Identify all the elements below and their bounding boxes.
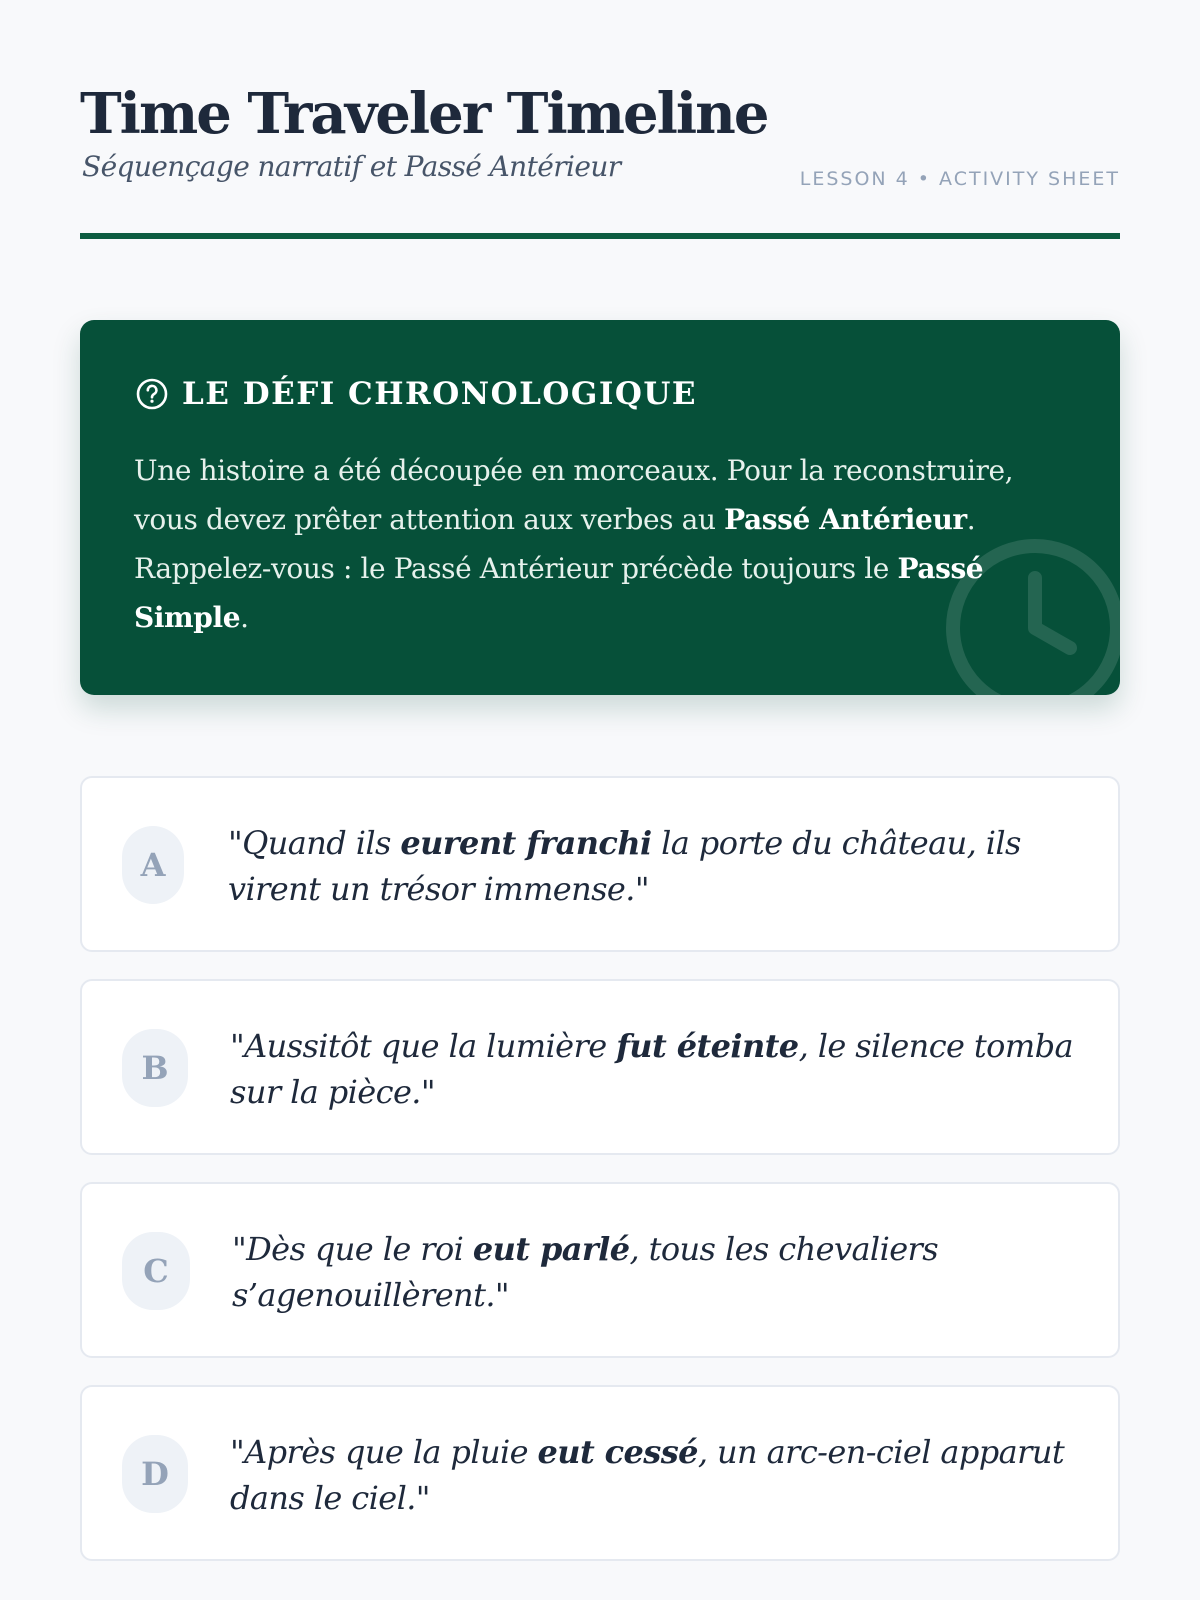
lesson-label: LESSON 4 • ACTIVITY SHEET bbox=[799, 168, 1120, 190]
verb-highlight: eut parlé bbox=[472, 1230, 630, 1268]
sentence-text: "Après que la pluie eut cessé, un arc-en-ciel apparut dans le ciel." bbox=[230, 1433, 1065, 1517]
highlight-passe-simple: Passé Simple bbox=[134, 552, 984, 634]
card-letter-badge: A bbox=[122, 826, 184, 904]
challenge-heading bbox=[134, 376, 697, 412]
page-subtitle: Séquençage narratif et Passé Antérieur bbox=[82, 150, 621, 183]
highlight-passe-anterieur: Passé Antérieur bbox=[724, 503, 967, 536]
sentence-card-d[interactable] bbox=[80, 1385, 1120, 1561]
challenge-text: Une histoire a été découpée en morceaux. Pour la reconstruire, vous devez prêter attention aux verbes au Passé Antérieur. Rappelez-vous : le Passé Antérieur précède toujours le Passé Simple. bbox=[134, 454, 1014, 634]
challenge-panel bbox=[80, 320, 1120, 695]
challenge-title: LE DÉFI CHRONOLOGIQUE bbox=[182, 376, 698, 412]
sentence-card-a[interactable] bbox=[80, 776, 1120, 952]
verb-highlight: eut cessé bbox=[537, 1433, 698, 1471]
sentence-text: "Dès que le roi eut parlé, tous les chevaliers s’agenouillèrent." bbox=[232, 1230, 939, 1314]
header-divider bbox=[80, 233, 1120, 239]
sentence-text: "Aussitôt que la lumière fut éteinte, le silence tomba sur la pièce." bbox=[230, 1027, 1073, 1111]
sentence-card-c[interactable] bbox=[80, 1182, 1120, 1358]
verb-highlight: eurent franchi bbox=[400, 824, 652, 862]
sentence-card-b[interactable] bbox=[80, 979, 1120, 1155]
sentence-text: "Quand ils eurent franchi la porte du château, ils virent un trésor immense." bbox=[228, 824, 1021, 908]
clock-icon bbox=[940, 533, 1120, 695]
page-header bbox=[80, 78, 1120, 190]
card-letter-badge: D bbox=[122, 1435, 188, 1513]
verb-highlight: fut éteinte bbox=[616, 1027, 799, 1065]
card-letter-badge: C bbox=[122, 1232, 190, 1310]
help-circle-icon bbox=[134, 376, 170, 412]
card-letter-badge: B bbox=[122, 1029, 188, 1107]
page-title: Time Traveler Timeline bbox=[80, 81, 768, 147]
